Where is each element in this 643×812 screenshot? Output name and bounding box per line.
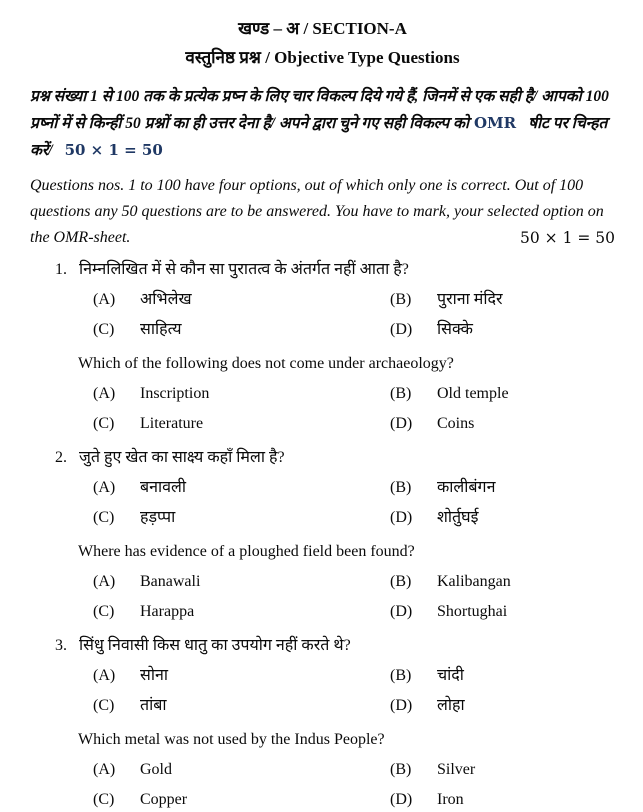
section-title: खण्ड – अ / SECTION-A [238,19,407,38]
options-grid-hindi [93,285,615,345]
option-text: हड़प्पा [140,509,176,526]
option-item [390,663,615,689]
question-block [30,633,615,812]
question-number: 2. [55,449,67,466]
option-text: चांदी [437,667,464,684]
option-text: Iron [437,791,464,808]
option-label: (C) [93,791,115,808]
option-item [93,411,390,437]
option-label: (D) [390,791,413,808]
option-label: (B) [390,479,412,496]
english-instructions-text: Questions nos. 1 to 100 have four options, out of which only one is correct. Out of 100 questions any 50 questions are to be answered. You have to mark, your selected option on the OMR-sheet. [30,177,604,246]
option-label: (C) [93,415,115,432]
question-text-english: Which metal was not used by the Indus People? [78,731,385,748]
option-text: Kalibangan [437,573,511,590]
option-text: Inscription [140,385,210,402]
option-item [390,757,615,783]
option-text: Harappa [140,603,195,620]
hindi-instructions-text: प्रश्न संख्या 1 से 100 तक के प्रत्येक प्रष्न के लिए चार विकल्प दिये गये हैं, जिनमें से एक सही है/ आपको 100 प्रष्नों में से किन्हीं 50 प्रश्नों का ही उत्तर देना है/ अपने द्वारा चुने गए सही विकल्प को [30,88,609,132]
option-item [93,287,390,313]
option-text: बनावली [140,479,187,496]
option-item [93,757,390,783]
option-item [390,599,615,625]
option-item [390,411,615,437]
option-label: (D) [390,321,413,338]
question-text-english: Which of the following does not come under archaeology? [78,355,454,372]
option-label: (B) [390,761,412,778]
option-label: (B) [390,385,412,402]
options-grid-hindi [93,661,615,721]
question-row-hindi [55,445,615,471]
question-text-hindi: सिंधु निवासी किस धातु का उपयोग नहीं करते थे? [79,637,351,654]
option-label: (A) [93,479,116,496]
option-item [390,787,615,812]
option-label: (C) [93,697,115,714]
option-label: (A) [93,291,116,308]
option-text: पुराना मंदिर [437,291,503,308]
option-item [93,475,390,501]
option-label: (A) [93,761,116,778]
option-text: Coins [437,415,475,432]
option-text: सोना [140,667,168,684]
question-block [30,445,615,627]
option-label: (B) [390,291,412,308]
option-item [93,787,390,812]
option-item [390,317,615,343]
section-header [30,16,615,70]
option-label: (B) [390,667,412,684]
option-label: (C) [93,509,115,526]
option-label: (C) [93,321,115,338]
questions-list [30,257,615,812]
option-label: (A) [93,385,116,402]
option-label: (D) [390,603,413,620]
option-text: Silver [437,761,476,778]
marks-formula-english: 50 × 1 = 50 [520,229,615,247]
options-grid-english [93,379,615,439]
question-row-hindi [55,633,615,659]
option-text: सिक्के [437,321,473,338]
option-text: Copper [140,791,188,808]
question-text-hindi: जुते हुए खेत का साक्ष्य कहाँ मिला है? [79,449,285,466]
option-label: (B) [390,573,412,590]
option-text: तांबा [140,697,167,714]
option-text: Gold [140,761,172,778]
option-item [390,505,615,531]
question-number: 3. [55,637,67,654]
question-text-hindi: निम्नलिखित में से कौन सा पुरातत्व के अंतर्गत नहीं आता है? [79,261,409,278]
option-item [390,693,615,719]
option-text: साहित्य [140,321,182,338]
option-item [93,693,390,719]
option-text: शोर्तुघई [437,509,479,526]
option-label: (C) [93,603,115,620]
option-item [93,317,390,343]
option-item [390,475,615,501]
option-text: Shortughai [437,603,508,620]
option-item [93,663,390,689]
option-item [390,287,615,313]
option-text: कालीबंगन [437,479,496,496]
options-grid-hindi [93,473,615,533]
option-label: (D) [390,509,413,526]
option-label: (D) [390,697,413,714]
option-label: (D) [390,415,413,432]
option-text: Literature [140,415,204,432]
option-text: Old temple [437,385,509,402]
option-text: अभिलेख [140,291,192,308]
hindi-instructions [30,84,615,164]
option-text: लोहा [437,697,465,714]
option-item [93,599,390,625]
question-number: 1. [55,261,67,278]
english-instructions [30,173,615,251]
marks-formula-hindi: 50 × 1 = 50 [64,141,163,159]
option-item [390,381,615,407]
question-text-english: Where has evidence of a ploughed field been found? [78,543,415,560]
options-grid-english [93,567,615,627]
question-block [30,257,615,439]
hindi-instructions-text-2: षीट पर चिन्हत करें/ [30,115,608,159]
option-item [93,505,390,531]
question-row-hindi [55,257,615,283]
option-label: (A) [93,667,116,684]
omr-label: OMR [473,114,517,132]
option-label: (A) [93,573,116,590]
option-item [93,381,390,407]
option-item [93,569,390,595]
option-text: Banawali [140,573,201,590]
options-grid-english [93,755,615,812]
section-subtitle: वस्तुनिष्ठ प्रश्न / Objective Type Questions [185,48,460,67]
option-item [390,569,615,595]
